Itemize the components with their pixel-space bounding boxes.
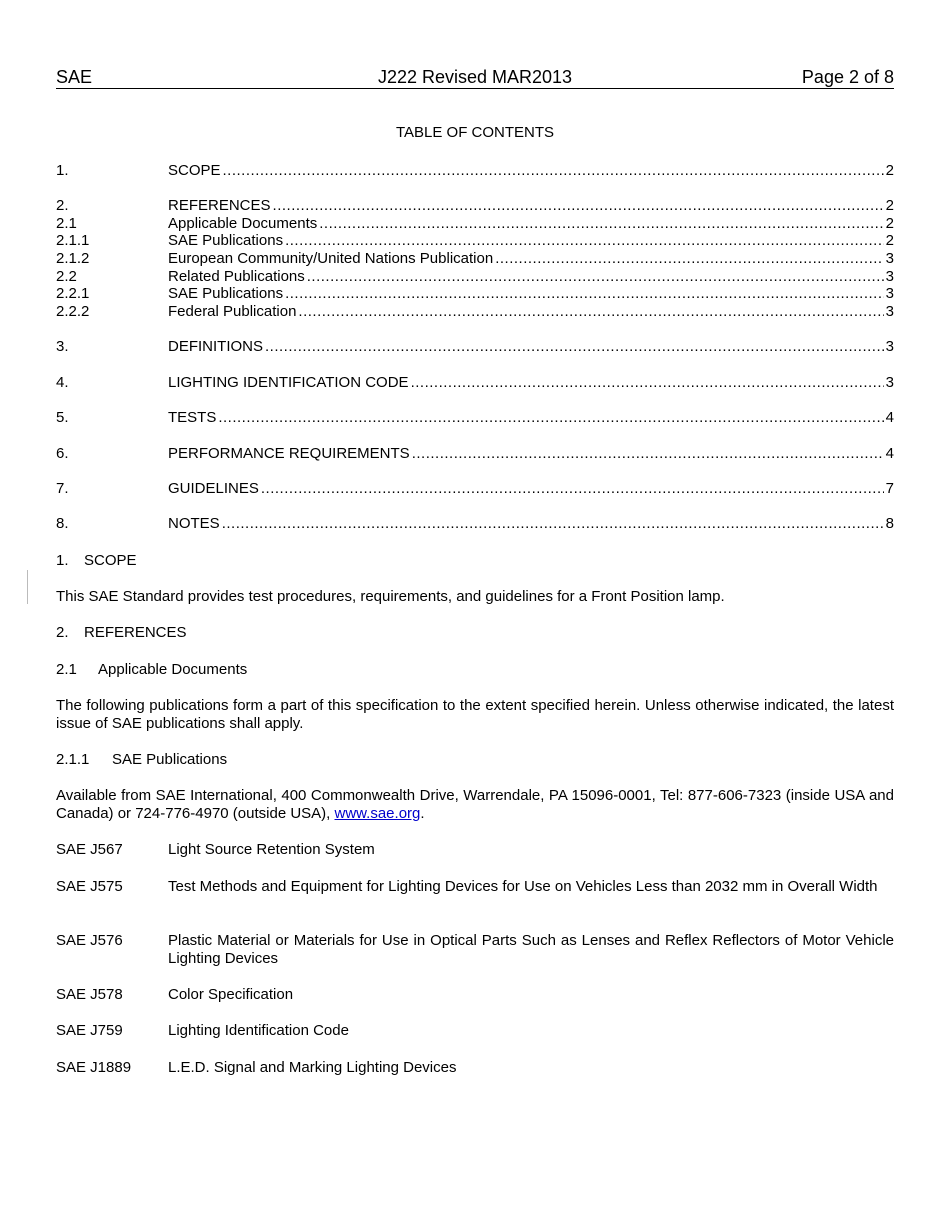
toc-entry-number: 2.2.2 bbox=[56, 303, 90, 320]
reference-description: L.E.D. Signal and Marking Lighting Devices bbox=[168, 1059, 457, 1076]
toc-leader-dots bbox=[411, 374, 884, 392]
toc-entry-number: 4. bbox=[56, 374, 69, 391]
toc-entry-title: Applicable Documents bbox=[168, 215, 318, 232]
reference-code: SAE J1889 bbox=[56, 1059, 132, 1076]
reference-code: SAE J575 bbox=[56, 878, 123, 895]
toc-entry-number: 5. bbox=[56, 409, 69, 426]
toc-entry[interactable] bbox=[56, 338, 894, 356]
toc-entry-number: 1. bbox=[56, 162, 69, 179]
section-title: Applicable Documents bbox=[98, 661, 248, 678]
toc-entry[interactable] bbox=[56, 515, 894, 533]
toc-entry-title: GUIDELINES bbox=[168, 480, 259, 497]
toc-leader-dots bbox=[298, 303, 883, 321]
toc-entry-page: 4 bbox=[885, 409, 894, 426]
toc-entry-page: 3 bbox=[885, 268, 894, 285]
availability-text: Available from SAE International, 400 Commonwealth Drive, Warrendale, PA 15096-0001, Tel: 877-606-7323 (inside USA and Canada) or 724-776-4970 (outside USA), bbox=[56, 787, 894, 822]
sae-website-link[interactable]: www.sae.org bbox=[334, 805, 421, 822]
section-heading-applicable-documents bbox=[56, 661, 894, 679]
toc-entry[interactable] bbox=[56, 162, 894, 180]
reference-code: SAE J567 bbox=[56, 841, 123, 858]
toc-entry-page: 3 bbox=[885, 285, 894, 302]
reference-code: SAE J578 bbox=[56, 986, 123, 1003]
page-header bbox=[56, 66, 894, 89]
toc-entry[interactable] bbox=[56, 409, 894, 427]
reference-description: Light Source Retention System bbox=[168, 841, 375, 858]
reference-description: Plastic Material or Materials for Use in Optical Parts Such as Lenses and Reflex Reflectors of Motor Vehicle Lighting Devices bbox=[168, 932, 894, 967]
toc-entry-number: 2.1.1 bbox=[56, 232, 90, 249]
toc-entry-title: European Community/United Nations Publication bbox=[168, 250, 494, 267]
toc-entry-page: 2 bbox=[885, 162, 894, 179]
section-number: 1. bbox=[56, 552, 69, 569]
toc-entry-page: 3 bbox=[885, 250, 894, 267]
toc-entry-number: 2.2.1 bbox=[56, 285, 90, 302]
toc-entry-title: Related Publications bbox=[168, 268, 305, 285]
header-org: SAE bbox=[56, 67, 93, 87]
toc-entry[interactable] bbox=[56, 374, 894, 392]
section-number: 2.1 bbox=[56, 661, 77, 678]
toc-entry[interactable] bbox=[56, 268, 894, 286]
toc-entry-page: 2 bbox=[885, 197, 894, 214]
toc-entry-page: 2 bbox=[885, 232, 894, 249]
section-heading-scope bbox=[56, 552, 894, 570]
section-title: SCOPE bbox=[84, 552, 137, 569]
scope-paragraph: This SAE Standard provides test procedures, requirements, and guidelines for a Front Position lamp. bbox=[56, 588, 725, 605]
toc-leader-dots bbox=[218, 409, 883, 427]
toc-leader-dots bbox=[307, 268, 884, 286]
toc-entry-title: SCOPE bbox=[168, 162, 221, 179]
toc-entry[interactable] bbox=[56, 480, 894, 498]
availability-paragraph bbox=[56, 787, 894, 823]
toc-entry-page: 3 bbox=[885, 338, 894, 355]
toc-entry-title: TESTS bbox=[168, 409, 217, 426]
toc-entry-number: 7. bbox=[56, 480, 69, 497]
toc-leader-dots bbox=[285, 232, 884, 250]
toc-leader-dots bbox=[261, 480, 884, 498]
reference-code: SAE J576 bbox=[56, 932, 123, 949]
toc-entry-page: 8 bbox=[885, 515, 894, 532]
section-title: REFERENCES bbox=[84, 624, 187, 641]
toc-entry-title: LIGHTING IDENTIFICATION CODE bbox=[168, 374, 409, 391]
toc-entry-page: 3 bbox=[885, 374, 894, 391]
toc-entry-title: NOTES bbox=[168, 515, 220, 532]
toc-entry-title: Federal Publication bbox=[168, 303, 297, 320]
toc-entry-number: 2.1 bbox=[56, 215, 77, 232]
section-title: SAE Publications bbox=[112, 751, 228, 768]
toc-entry[interactable] bbox=[56, 445, 894, 463]
toc-entry[interactable] bbox=[56, 197, 894, 215]
toc-leader-dots bbox=[285, 285, 884, 303]
availability-end: . bbox=[420, 805, 425, 822]
reference-description: Test Methods and Equipment for Lighting Devices for Use on Vehicles Less than 2032 mm in Overall Width bbox=[168, 878, 878, 895]
toc-entry[interactable] bbox=[56, 215, 894, 233]
applicable-paragraph: The following publications form a part of this specification to the extent specified herein. Unless otherwise indicated, the latest issue of SAE publications shall apply. bbox=[56, 697, 894, 732]
toc-leader-dots bbox=[223, 162, 884, 180]
toc-entry-title: PERFORMANCE REQUIREMENTS bbox=[168, 445, 410, 462]
reference-code: SAE J759 bbox=[56, 1022, 123, 1039]
toc-entry-title: SAE Publications bbox=[168, 285, 284, 302]
toc-title: TABLE OF CONTENTS bbox=[395, 124, 555, 141]
section-heading-references bbox=[56, 624, 894, 642]
header-page-number: Page 2 of 8 bbox=[801, 67, 894, 87]
toc-entry-page: 3 bbox=[885, 303, 894, 320]
toc-entry-number: 2.1.2 bbox=[56, 250, 90, 267]
margin-change-bar bbox=[27, 570, 28, 604]
toc-entry-title: SAE Publications bbox=[168, 232, 284, 249]
toc-entry-number: 2.2 bbox=[56, 268, 77, 285]
reference-description: Lighting Identification Code bbox=[168, 1022, 349, 1039]
toc-entry[interactable] bbox=[56, 285, 894, 303]
toc-entry-number: 8. bbox=[56, 515, 69, 532]
toc-leader-dots bbox=[222, 515, 884, 533]
toc-leader-dots bbox=[412, 445, 884, 463]
toc-entry[interactable] bbox=[56, 250, 894, 268]
toc-leader-dots bbox=[495, 250, 883, 268]
toc-entry-number: 2. bbox=[56, 197, 69, 214]
toc-entry-title: DEFINITIONS bbox=[168, 338, 264, 355]
toc-entry-number: 3. bbox=[56, 338, 69, 355]
toc-entry-page: 4 bbox=[885, 445, 894, 462]
toc-entry-page: 7 bbox=[885, 480, 894, 497]
section-heading-sae-publications bbox=[56, 751, 894, 769]
toc-leader-dots bbox=[319, 215, 883, 233]
section-number: 2.1.1 bbox=[56, 751, 90, 768]
toc-entry-page: 2 bbox=[885, 215, 894, 232]
toc-leader-dots bbox=[273, 197, 884, 215]
toc-entry[interactable] bbox=[56, 303, 894, 321]
toc-entry-number: 6. bbox=[56, 445, 69, 462]
reference-description: Color Specification bbox=[168, 986, 294, 1003]
toc-entry-title: REFERENCES bbox=[168, 197, 271, 214]
toc-entry[interactable] bbox=[56, 232, 894, 250]
toc-leader-dots bbox=[265, 338, 884, 356]
section-number: 2. bbox=[56, 624, 69, 641]
header-doc-id: J222 Revised MAR2013 bbox=[377, 67, 573, 87]
